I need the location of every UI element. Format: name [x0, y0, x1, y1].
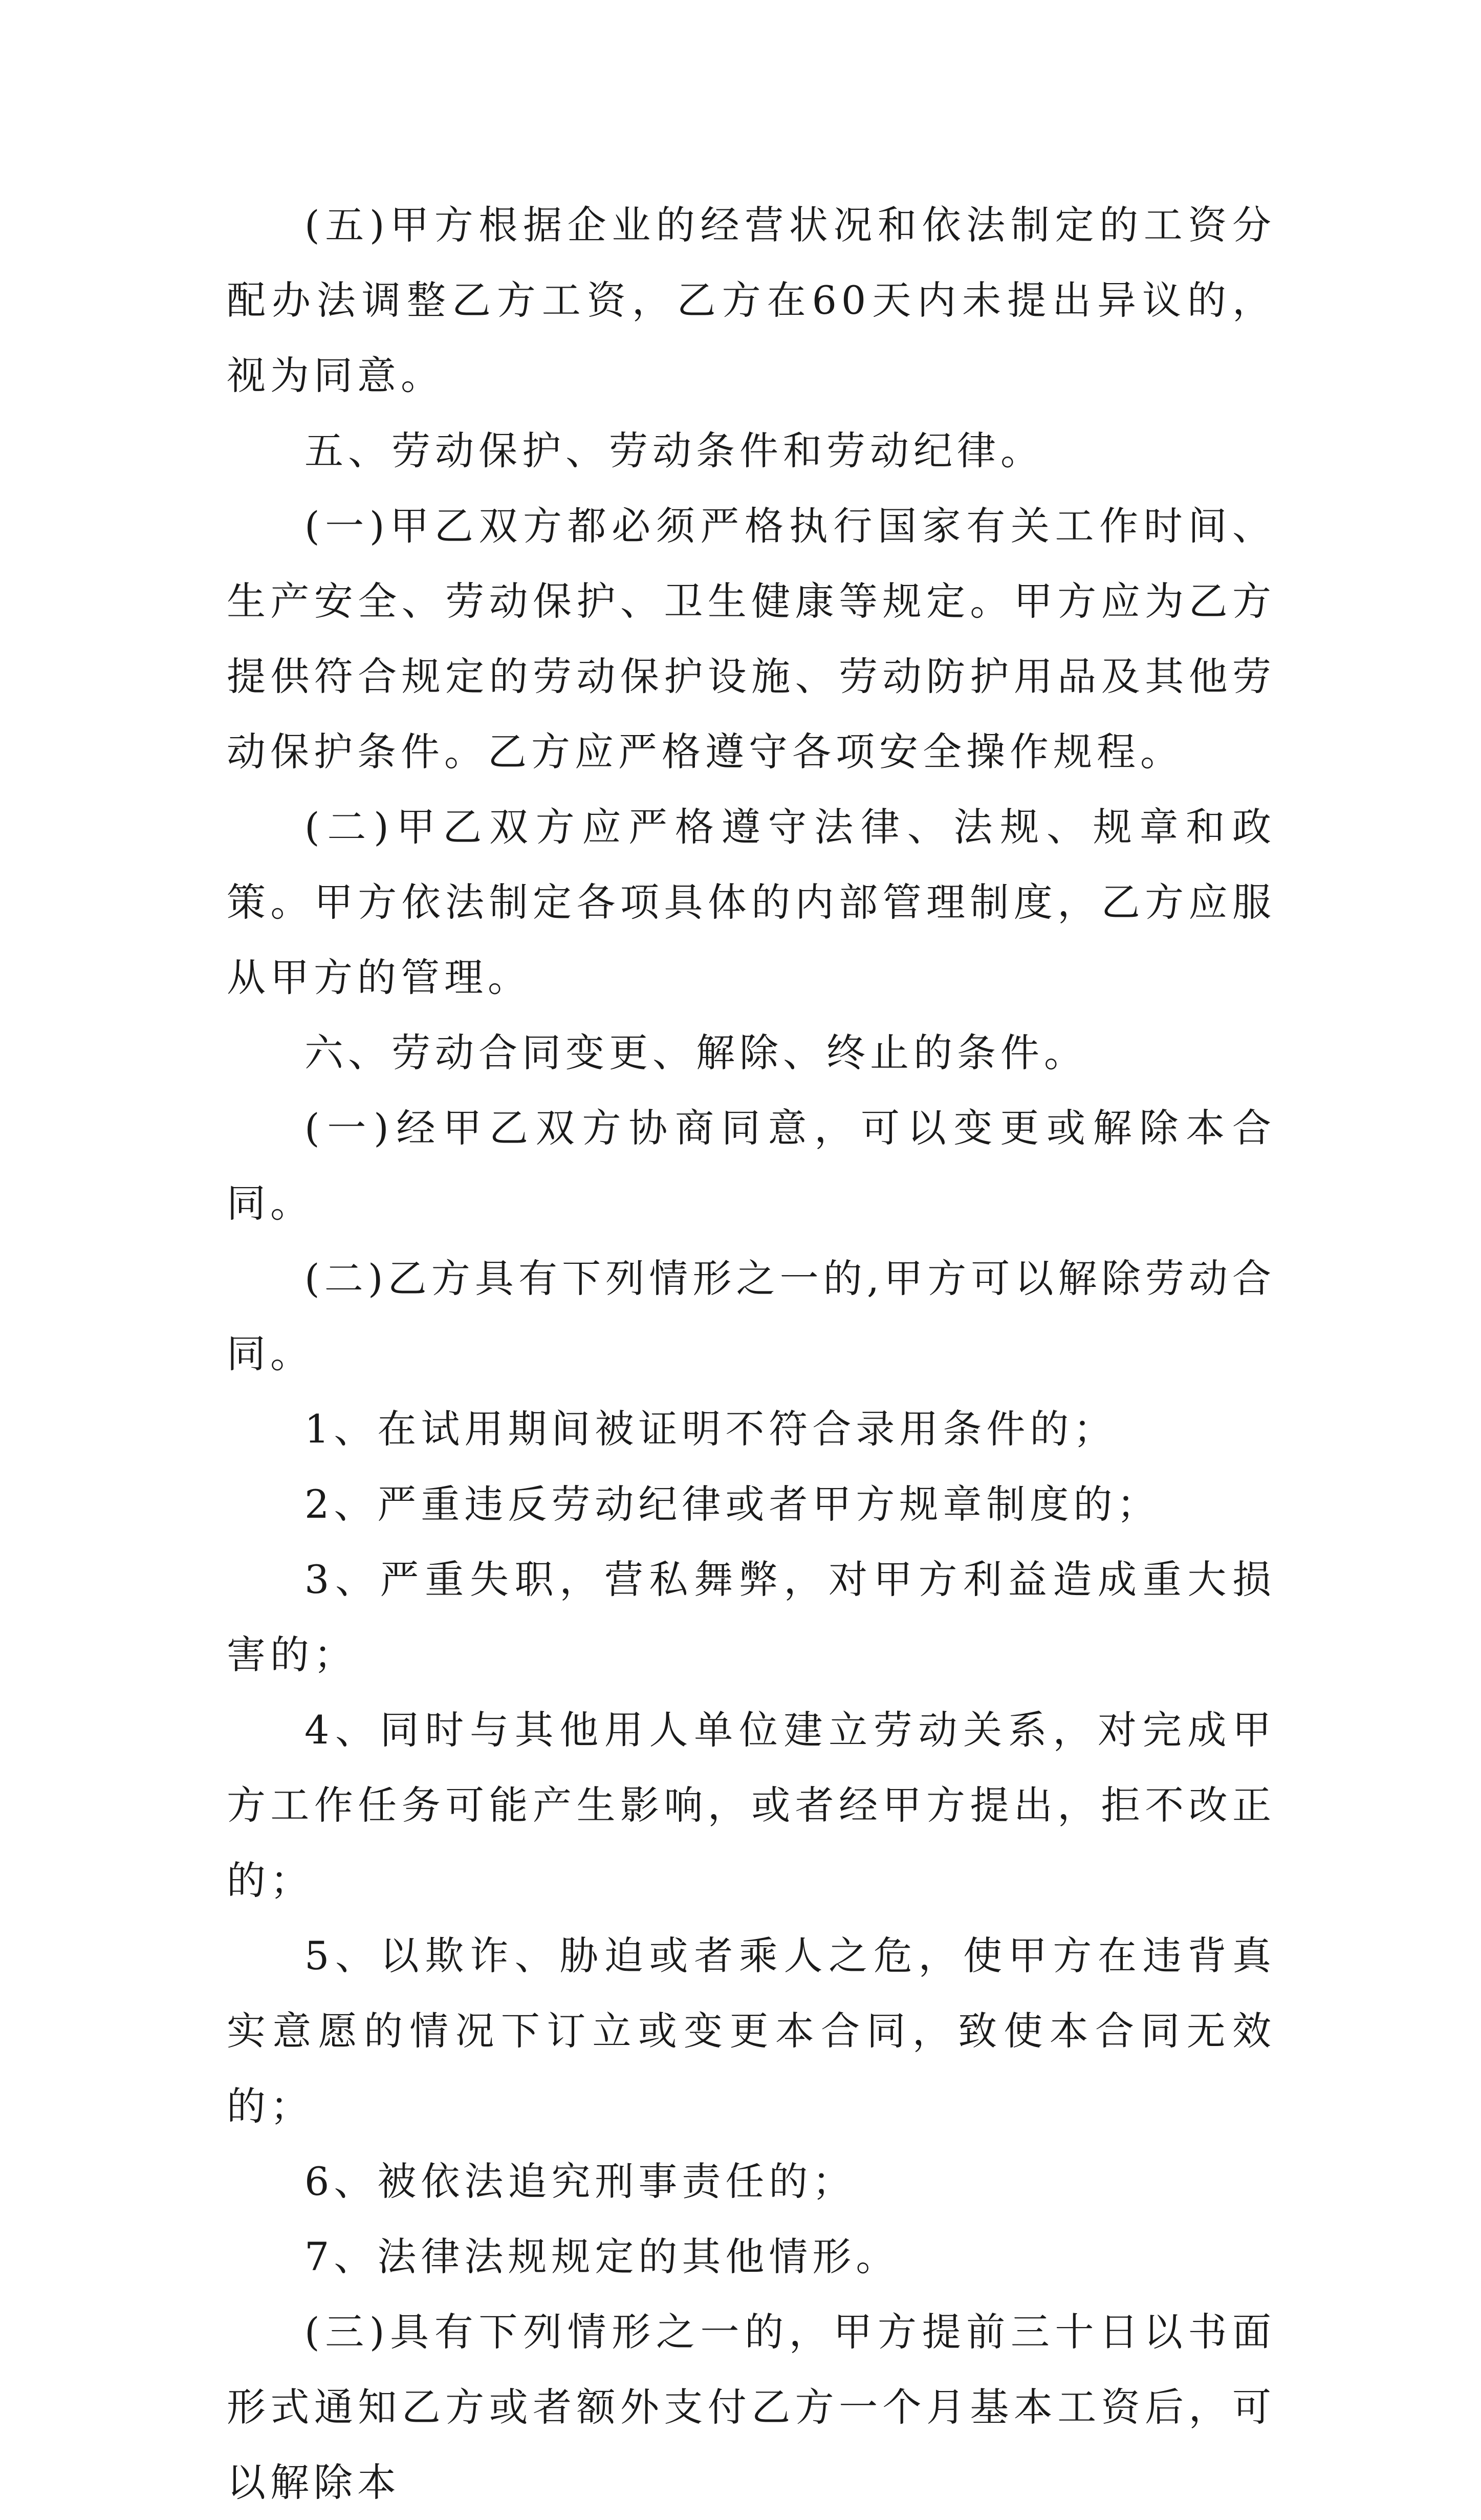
list-item-discipline-violation: 2、严重违反劳动纪律或者甲方规章制度的；: [304, 1481, 1161, 1527]
list-item-fraud: 5、以欺诈、胁迫或者乘人之危，使甲方在违背真实意愿的情况下订立或变更本合同，致使本合同无效的；: [227, 1933, 1276, 2129]
document-body: [227, 187, 1276, 2520]
list-item-dereliction: 3、严重失职，营私舞弊，对甲方利益造成重大损害的；: [227, 1557, 1276, 1677]
list-item-probation: 1、在试用期间被证明不符合录用条件的；: [304, 1406, 1117, 1452]
list-item-other-circumstances: 7、法律法规规定的其他情形。: [304, 2234, 900, 2279]
section-heading-labor-protection: 五、劳动保护、劳动条件和劳动纪律。: [304, 428, 1044, 473]
paragraph-notice-termination: (三)具有下列情形之一的，甲方提前三十日以书面形式通知乙方或者额外支付乙方一个月基本工资后，可以解除本: [227, 2309, 1276, 2505]
paragraph-safety-regulations: (一)甲乙双方都必须严格执行国家有关工作时间、生产安全、劳动保护、卫生健康等规定。甲方应为乙方提供符合规定的劳动保护设施、劳动防护用品及其他劳动保护条件。乙方应严格遵守各项安全操作规程。: [227, 503, 1276, 774]
paragraph-mutual-agreement: (一)经甲乙双方协商同意，可以变更或解除本合同。: [227, 1105, 1276, 1226]
paragraph-termination-conditions: (二)乙方具有下列情形之一的,甲方可以解除劳动合同。: [227, 1256, 1276, 1376]
section-heading-contract-change: 六、劳动合同变更、解除、终止的条件。: [304, 1030, 1087, 1075]
list-item-dual-employment: 4、同时与其他用人单位建立劳动关系，对完成甲方工作任务可能产生影响，或者经甲方提出，拒不改正的；: [227, 1707, 1276, 1903]
paragraph-wage-adjustment: (五)甲方根据企业的经营状况和依法制定的工资分配办法调整乙方工资，乙方在60天内未提出异议的，视为同意。: [227, 202, 1276, 398]
paragraph-compliance-management: (二)甲乙双方应严格遵守法律、法规、规章和政策。甲方依法制定各项具体的内部管理制度，乙方应服从甲方的管理。: [227, 804, 1276, 1000]
list-item-criminal-liability: 6、被依法追究刑事责任的；: [304, 2159, 856, 2204]
